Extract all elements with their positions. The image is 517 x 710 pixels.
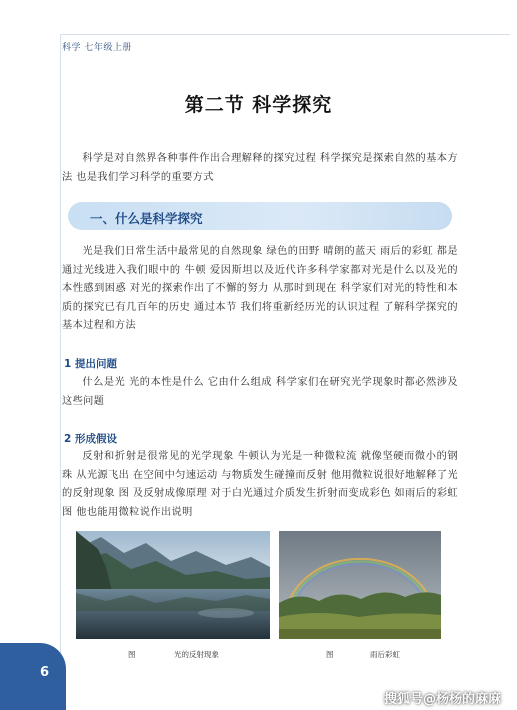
watermark: 搜狐号@杨杨的麻麻 (383, 692, 501, 707)
figure-right-caption-text: 雨后彩虹 (370, 650, 400, 659)
page-number: 6 (40, 665, 50, 680)
step2-paragraph: 反射和折射是很常见的光学现象 牛顿认为光是一种微粒流 就像坚硬而微小的钢珠 从光源飞出 在空间中匀速运动 与物质发生碰撞而反射 他用微粒说很好地解释了光的反射现象 图 及反射成像原理 对于白光通过介质发生折射而变成彩色 如雨后的彩虹 图 他也能用微粒说作出说明 (62, 451, 458, 518)
intro-paragraph: 科学是对自然界各种事件作出合理解释的探究过程 科学探究是探索自然的基本方法 也是我们学习科学的重要方式 (62, 153, 458, 183)
section-title: 第二节 科学探究 (184, 94, 333, 116)
running-header: 科学 七年级上册 (62, 43, 132, 53)
rainbow-image (279, 531, 441, 639)
step2-heading: 2 形成假设 (64, 433, 117, 445)
figure-left-caption-text: 光的反射现象 (174, 650, 219, 659)
figure-left-caption-label: 图 (128, 650, 136, 659)
header-rule (60, 34, 510, 35)
figure-right-caption-label: 图 (326, 650, 334, 659)
lake-reflection-photo (76, 531, 270, 639)
margin-rule (60, 34, 61, 710)
lake-reflection-image (76, 531, 270, 639)
part-banner-title: 一、什么是科学探究 (90, 211, 203, 226)
rainbow-photo (279, 531, 441, 639)
page-number-tab (0, 643, 66, 710)
part1-paragraph: 光是我们日常生活中最常见的自然现象 绿色的田野 晴朗的蓝天 雨后的彩虹 都是通过光线进入我们眼中的 牛顿 爱因斯坦以及近代许多科学家都对光是什么以及光的本性感到困惑 对光的探索作出了不懈的努力 从那时到现在 科学家们对光的特性和本质的探究已有几百年的历史 通过本节 我们将重新经历光的认识过程 了解科学探究的基本过程和方法 (62, 246, 458, 331)
step1-paragraph: 什么是光 光的本性是什么 它由什么组成 科学家们在研究光学现象时都必然涉及这些问题 (62, 377, 458, 407)
step1-heading: 1 提出问题 (64, 358, 117, 370)
